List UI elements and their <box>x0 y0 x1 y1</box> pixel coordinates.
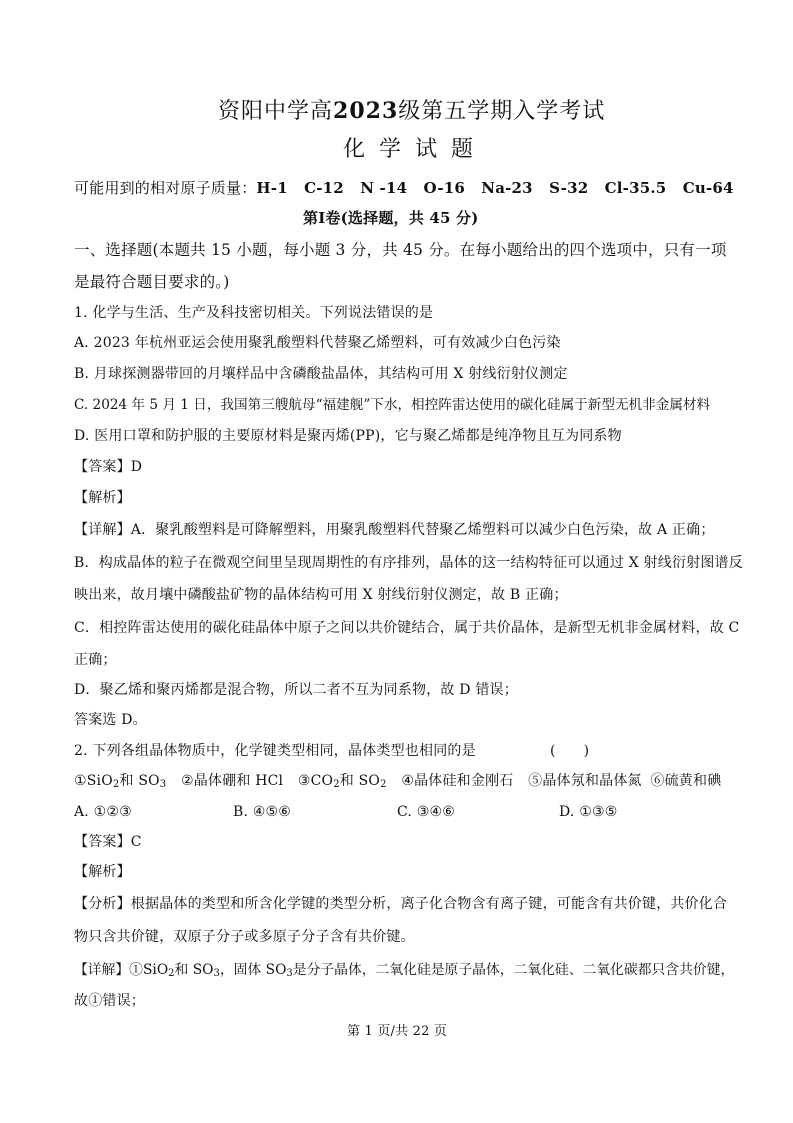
q2-option-d: D. ①③⑤ <box>559 804 618 820</box>
q2-option-c: C. ③④⑥ <box>397 804 455 820</box>
volume-heading: 第Ⅰ卷(选择题，共 45 分) <box>303 209 479 227</box>
q2-analysis-tag: 【解析】 <box>74 864 131 880</box>
q2-detail-1-part-c: ，固体 SO <box>219 962 287 978</box>
q1-detail-2: B．构成晶体的粒子在微观空间里呈现周期性的有序排列，晶体的这一结构特征可以通过 X 射线衍射图谱反 <box>74 555 743 571</box>
q2-detail-1-part-b: 和 SO <box>174 962 214 978</box>
title-prefix: 资阳中学高 <box>218 99 334 124</box>
q2-item-list <box>74 771 721 791</box>
q2-detail-1-sub-a: 2 <box>168 968 175 979</box>
q2-detail-1-sub-c: 3 <box>286 968 293 979</box>
q2-answer: 【答案】C <box>74 834 142 850</box>
q2-item-6: ⑥硫黄和碘 <box>650 773 722 789</box>
q2-item-1-sub: 2 <box>112 779 120 790</box>
q2-detail-1-part-a: 【详解】①SiO <box>74 962 169 978</box>
q2-fenxi-1: 【分析】根据晶体的类型和所含化学键的类型分析，离子化合物含有离子键，可能含有共价键，共价化合 <box>74 896 728 912</box>
q1-answer: 【答案】D <box>74 459 143 475</box>
q1-detail-6: D．聚乙烯和聚丙烯都是混合物，所以二者不互为同系物，故 D 错误； <box>74 682 518 698</box>
exam-subtitle: 化学试题 <box>343 137 488 162</box>
page-footer: 第 1 页/共 22 页 <box>347 1024 448 1039</box>
q2-item-3-sub2: 2 <box>380 779 387 790</box>
q1-detail-4: C．相控阵雷达使用的碳化硅晶体中原子之间以共价键结合，属于共价晶体，是新型无机非金属材料，故 C <box>74 620 740 636</box>
q1-conclusion: 答案选 D。 <box>74 712 147 728</box>
atomic-masses-line <box>74 178 734 198</box>
q2-item-3 <box>298 773 387 789</box>
q2-fenxi-2: 物只含共价键，双原子分子或多原子分子含有共价键。 <box>74 929 415 945</box>
exam-title <box>218 97 605 126</box>
title-suffix: 级第五学期入学考试 <box>398 99 606 124</box>
q2-detail-1 <box>74 960 734 980</box>
q2-detail-1-part-d: 是分子晶体，二氧化硅是原子晶体，二氧化硅、二氧化碳都只含共价键， <box>292 962 735 978</box>
atomic-masses-label: 可能用到的相对原子质量： <box>74 179 257 197</box>
q2-item-5: ⑤晶体氖和晶体氮 <box>528 773 642 789</box>
q2-option-a: A. ①②③ <box>74 804 132 820</box>
q2-item-3-sub: 2 <box>333 779 340 790</box>
q1-option-d: D. 医用口罩和防护服的主要原材料是聚丙烯(PP)，它与聚乙烯都是纯净物且互为同系物 <box>74 428 622 444</box>
q2-item-1-sub2: 3 <box>159 779 167 790</box>
q2-item-4: ④晶体硅和金刚石 <box>401 773 514 789</box>
q1-analysis-tag: 【解析】 <box>74 490 131 506</box>
q2-stem: 2. 下列各组晶体物质中，化学键类型相同，晶体类型也相同的是 <box>74 743 476 759</box>
q1-detail-5: 正确； <box>74 652 117 668</box>
q2-item-2: ②晶体硼和 HCl <box>181 773 284 789</box>
q2-item-3-text: ③CO <box>297 773 334 789</box>
q2-answer-blank: ( ) <box>550 743 590 759</box>
q2-item-1-mid: 和 SO <box>119 773 160 789</box>
q2-item-1-text: ①SiO <box>74 773 113 789</box>
title-year: 2023 <box>333 98 399 124</box>
q1-option-b: B. 月球探测器带回的月壤样品中含磷酸盐晶体，其结构可用 X 射线衍射仪测定 <box>74 366 568 382</box>
q2-detail-1-sub-b: 3 <box>213 968 220 979</box>
q2-option-b: B. ④⑤⑥ <box>233 804 292 820</box>
q2-item-1 <box>74 773 166 789</box>
q1-option-a: A. 2023 年杭州亚运会使用聚乳酸塑料代替聚乙烯塑料，可有效减少白色污染 <box>74 335 561 351</box>
q2-item-3-mid: 和 SO <box>339 773 381 789</box>
q2-detail-2: 故①错误； <box>74 993 145 1009</box>
q1-option-c: C. 2024 年 5 月 1 日，我国第三艘航母“福建舰”下水，相控阵雷达使用的碳化硅属于新型无机非金属材料 <box>74 397 711 413</box>
q1-stem: 1. 化学与生活、生产及科技密切相关。下列说法错误的是 <box>74 305 434 321</box>
section-intro-line-1: 一、选择题(本题共 15 小题，每小题 3 分，共 45 分。在每小题给出的四个选项中，只有一项 <box>74 241 727 259</box>
section-intro-line-2: 是最符合题目要求的。) <box>74 273 230 291</box>
q1-detail-1: 【详解】A．聚乳酸塑料是可降解塑料，用聚乳酸塑料代替聚乙烯塑料可以减少白色污染，故 A 正确； <box>74 522 715 538</box>
atomic-masses-values: H-1 C-12 N -14 O-16 Na-23 S-32 Cl-35.5 Cu-64 <box>256 179 734 197</box>
q1-detail-3: 映出来，故月壤中磷酸盐矿物的晶体结构可用 X 射线衍射仪测定，故 B 正确； <box>74 587 568 603</box>
